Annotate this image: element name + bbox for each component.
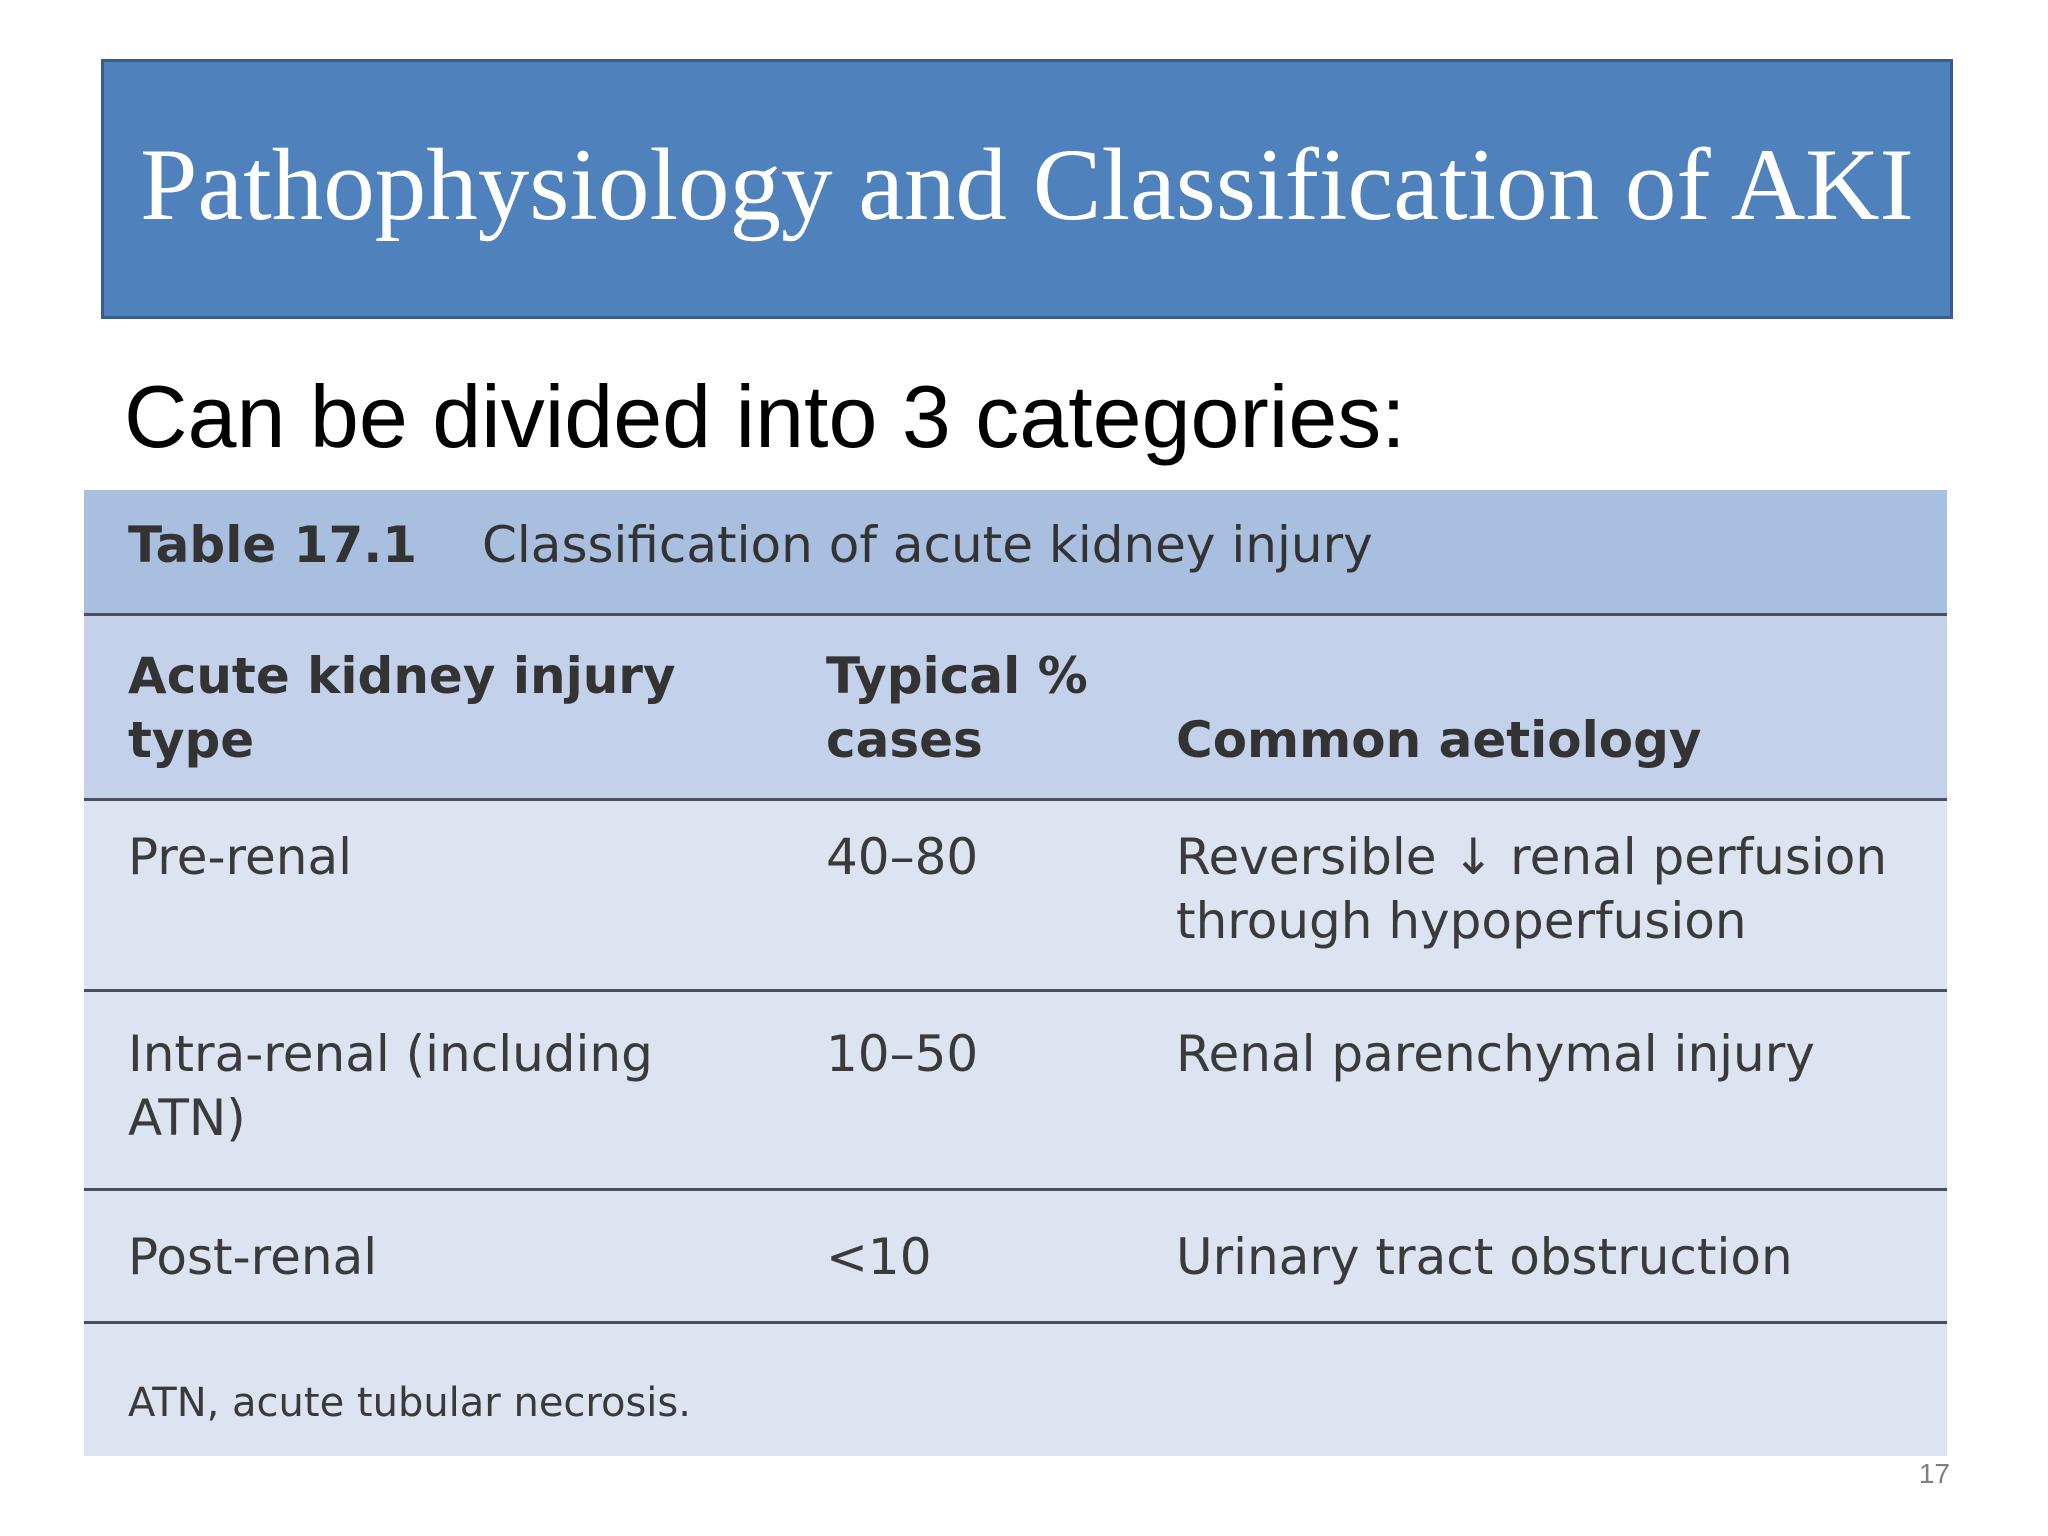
cell-aetiology-line2: through hypoperfusion bbox=[1176, 892, 1747, 950]
cell-aetiology bbox=[1176, 1225, 1793, 1289]
cell-type bbox=[128, 825, 352, 889]
table-rule bbox=[84, 1321, 1947, 1324]
cell-cases: 10–50 bbox=[826, 1025, 979, 1083]
header-cell-aetiology bbox=[1176, 708, 1702, 772]
cell-cases: 40–80 bbox=[826, 828, 979, 886]
slide-number: 17 bbox=[1918, 1458, 1950, 1489]
cell-type-line2: ATN) bbox=[128, 1089, 246, 1147]
table-caption-title: Classification of acute kidney injury bbox=[482, 516, 1373, 574]
header-cell-type bbox=[128, 644, 676, 772]
header-type-line1: Acute kidney injury bbox=[128, 647, 676, 705]
table-footnote: ATN, acute tubular necrosis. bbox=[128, 1380, 691, 1426]
cell-type bbox=[128, 1022, 653, 1150]
cell-aetiology-line1: Renal parenchymal injury bbox=[1176, 1025, 1815, 1083]
cell-type-line1: Post-renal bbox=[128, 1228, 378, 1286]
slide-intro-text: Can be divided into 3 categories: bbox=[124, 367, 1406, 466]
cell-aetiology-line1: Urinary tract obstruction bbox=[1176, 1228, 1793, 1286]
cell-cases: <10 bbox=[826, 1228, 932, 1286]
cell-aetiology bbox=[1176, 825, 1887, 953]
table-header-row bbox=[84, 616, 1947, 798]
header-cases-line1: Typical % bbox=[826, 647, 1088, 705]
header-aetiology-label: Common aetiology bbox=[1176, 711, 1702, 769]
table-caption-number: Table 17.1 bbox=[128, 516, 418, 574]
cell-type-line1: Pre-renal bbox=[128, 828, 352, 886]
slide-title: Pathophysiology and Classification of AKI bbox=[140, 128, 1914, 242]
classification-table bbox=[84, 490, 1947, 1456]
table-caption bbox=[84, 490, 1947, 614]
table-row bbox=[84, 1191, 1947, 1321]
cell-type-line1: Intra-renal (including bbox=[128, 1025, 653, 1083]
table-row bbox=[84, 801, 1947, 989]
slide-title-bar bbox=[101, 59, 1953, 319]
header-type-line2: type bbox=[128, 711, 255, 769]
cell-type bbox=[128, 1225, 377, 1289]
table-row bbox=[84, 992, 1947, 1188]
cell-aetiology bbox=[1176, 1022, 1815, 1086]
cell-aetiology-line1: Reversible ↓ renal perfusion bbox=[1176, 828, 1888, 886]
header-cell-cases bbox=[826, 644, 1088, 772]
header-cases-line2: cases bbox=[826, 711, 983, 769]
